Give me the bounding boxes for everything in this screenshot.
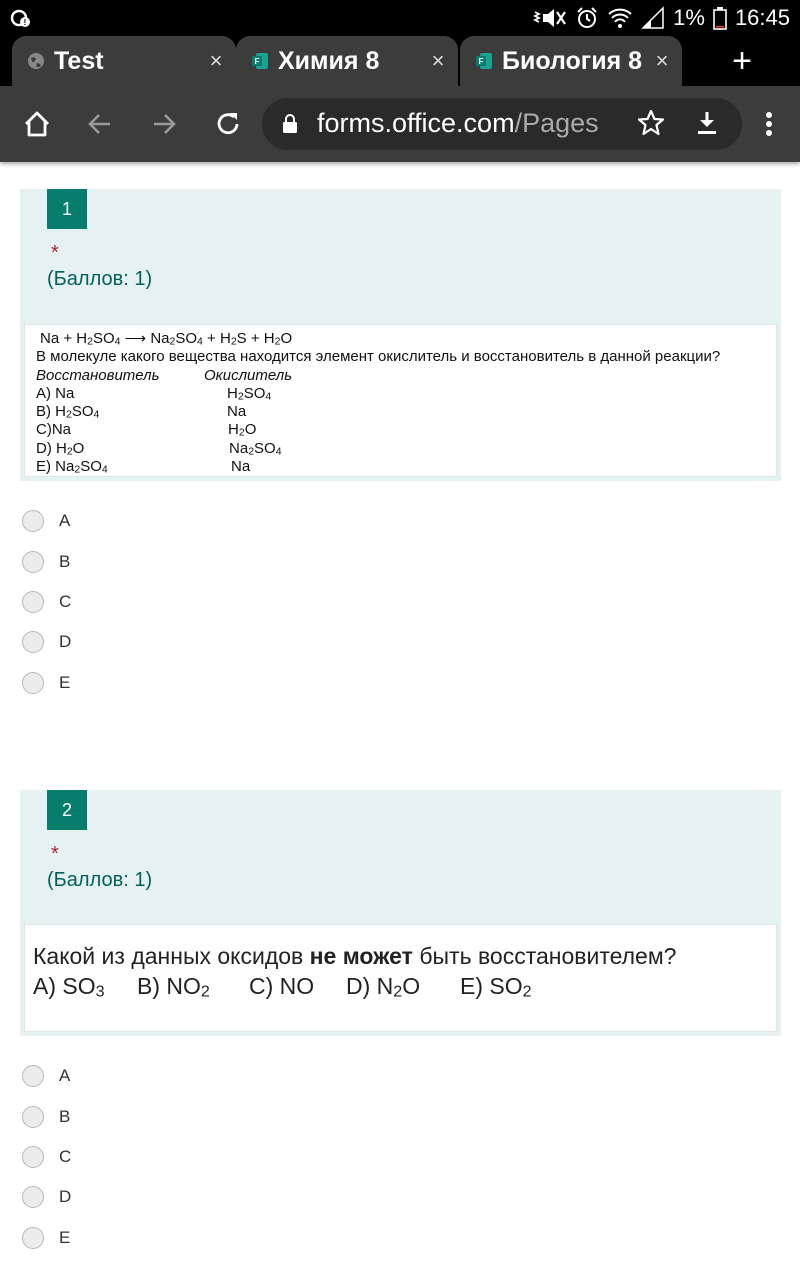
option-label: D — [59, 632, 72, 652]
question-text-emphasis: не может — [309, 943, 413, 969]
url-text — [317, 108, 599, 139]
tab-title: Test — [54, 46, 104, 75]
option-c[interactable] — [22, 582, 71, 622]
vibrate-mute-icon — [533, 6, 567, 30]
answer-row: E) $Na_2SO_4$ Na — [36, 458, 251, 476]
answer-row: A) Na $H_2SO_4$ — [36, 384, 272, 403]
radio-button[interactable] — [22, 1065, 44, 1087]
url-path: /Pages — [514, 108, 599, 138]
tab-title: Химия 8 — [278, 46, 380, 75]
question-text-end: быть восстановителем? — [412, 943, 677, 969]
wifi-icon — [607, 6, 633, 30]
home-button[interactable] — [17, 104, 57, 144]
svg-text:F: F — [254, 57, 260, 66]
required-mark: * — [51, 242, 59, 264]
reload-button[interactable] — [208, 104, 248, 144]
question-number: 1 — [47, 189, 87, 229]
radio-button[interactable] — [22, 672, 44, 694]
answer-row: D) $H_2O$ $Na_2SO_4$ — [36, 439, 282, 458]
equation: $Na + H_2SO_4$ ⟶ $Na_2SO_4 + H_2S + H_2O$ — [40, 330, 293, 348]
reducer-header: Восстановитель — [36, 366, 160, 384]
globe-icon — [26, 51, 46, 71]
option-e[interactable] — [22, 663, 71, 703]
question-1-options — [22, 501, 71, 703]
radio-button[interactable] — [22, 1146, 44, 1168]
answer-a: A) $SO_3$ — [33, 973, 105, 1001]
oxidizer-header: Окислитель — [204, 366, 293, 384]
answer-b: B) $NO_2$ — [137, 973, 210, 1001]
question-2 — [20, 790, 781, 1036]
tab-close-icon[interactable]: × — [209, 48, 223, 73]
radio-button[interactable] — [22, 591, 44, 613]
radio-button[interactable] — [22, 1186, 44, 1208]
answer-e: E) $SO_2$ — [460, 973, 532, 1001]
answer-row: B) $H_2SO_4$ Na — [36, 403, 247, 421]
option-a[interactable] — [22, 501, 71, 541]
tab-title: Биология 8 — [502, 46, 642, 75]
answer-d: D) $N_2O$ — [346, 973, 421, 1001]
signal-icon — [641, 6, 665, 30]
alarm-icon — [575, 6, 599, 30]
radio-button[interactable] — [22, 551, 44, 573]
option-b[interactable] — [22, 541, 71, 581]
tab-chemistry[interactable] — [236, 36, 458, 86]
option-d[interactable] — [22, 622, 71, 662]
home-icon — [22, 109, 52, 139]
option-a[interactable] — [22, 1056, 71, 1096]
answer-c: C) NO — [249, 973, 315, 999]
option-label: A — [59, 511, 71, 531]
column-headers — [36, 367, 776, 385]
required-mark: * — [51, 843, 59, 865]
forms-icon — [474, 51, 494, 71]
option-b[interactable] — [22, 1096, 71, 1136]
download-icon[interactable] — [692, 108, 722, 138]
question-1 — [20, 189, 781, 481]
question-text: В молекуле какого вещества находится элемент окислитель и восстановитель в данной реакции? — [36, 348, 721, 366]
question-number: 2 — [47, 790, 87, 830]
tab-biology[interactable] — [460, 36, 682, 86]
lock-icon — [282, 113, 298, 135]
option-label: E — [59, 672, 71, 692]
new-tab-button[interactable]: + — [732, 42, 752, 80]
option-label: C — [59, 1146, 72, 1166]
notification-icon — [10, 7, 32, 29]
answer-list — [33, 971, 776, 1006]
more-menu-icon[interactable] — [752, 104, 786, 144]
option-label: B — [59, 551, 71, 571]
option-label: E — [59, 1227, 71, 1247]
option-label: D — [59, 1187, 72, 1207]
question-2-options — [22, 1056, 71, 1258]
tab-close-icon[interactable]: × — [431, 48, 445, 73]
address-bar[interactable] — [262, 98, 742, 150]
battery-percent: 1% — [673, 5, 705, 30]
option-c[interactable] — [22, 1137, 71, 1177]
radio-button[interactable] — [22, 631, 44, 653]
tab-strip — [0, 36, 800, 86]
back-arrow-icon — [86, 110, 114, 138]
tab-close-icon[interactable]: × — [655, 48, 669, 73]
option-label: B — [59, 1106, 71, 1126]
option-e[interactable] — [22, 1218, 71, 1258]
battery-icon — [713, 6, 727, 30]
option-label: C — [59, 591, 72, 611]
option-d[interactable] — [22, 1177, 71, 1217]
answer-row: C)Na $H_2O$ — [36, 421, 257, 440]
radio-button[interactable] — [22, 1106, 44, 1128]
question-text — [33, 941, 776, 971]
url-domain: forms.office.com — [317, 108, 515, 138]
radio-button[interactable] — [22, 1227, 44, 1249]
reload-icon — [214, 110, 242, 138]
forward-arrow-icon — [150, 110, 178, 138]
question-points: (Баллов: 1) — [47, 268, 153, 290]
svg-text:F: F — [478, 57, 484, 66]
status-bar — [0, 0, 800, 36]
question-text-start: Какой из данных оксидов — [33, 943, 310, 969]
question-points: (Баллов: 1) — [47, 869, 153, 891]
browser-toolbar — [0, 86, 800, 162]
back-button[interactable] — [80, 104, 120, 144]
tab-test[interactable] — [12, 36, 236, 86]
clock: 16:45 — [734, 5, 790, 30]
bookmark-star-icon[interactable] — [636, 108, 666, 138]
radio-button[interactable] — [22, 510, 44, 532]
svg-text:!: ! — [23, 18, 27, 27]
question-image — [24, 324, 777, 477]
option-label: A — [59, 1066, 71, 1086]
question-image — [24, 924, 777, 1032]
forward-button[interactable] — [144, 104, 184, 144]
forms-icon — [250, 51, 270, 71]
